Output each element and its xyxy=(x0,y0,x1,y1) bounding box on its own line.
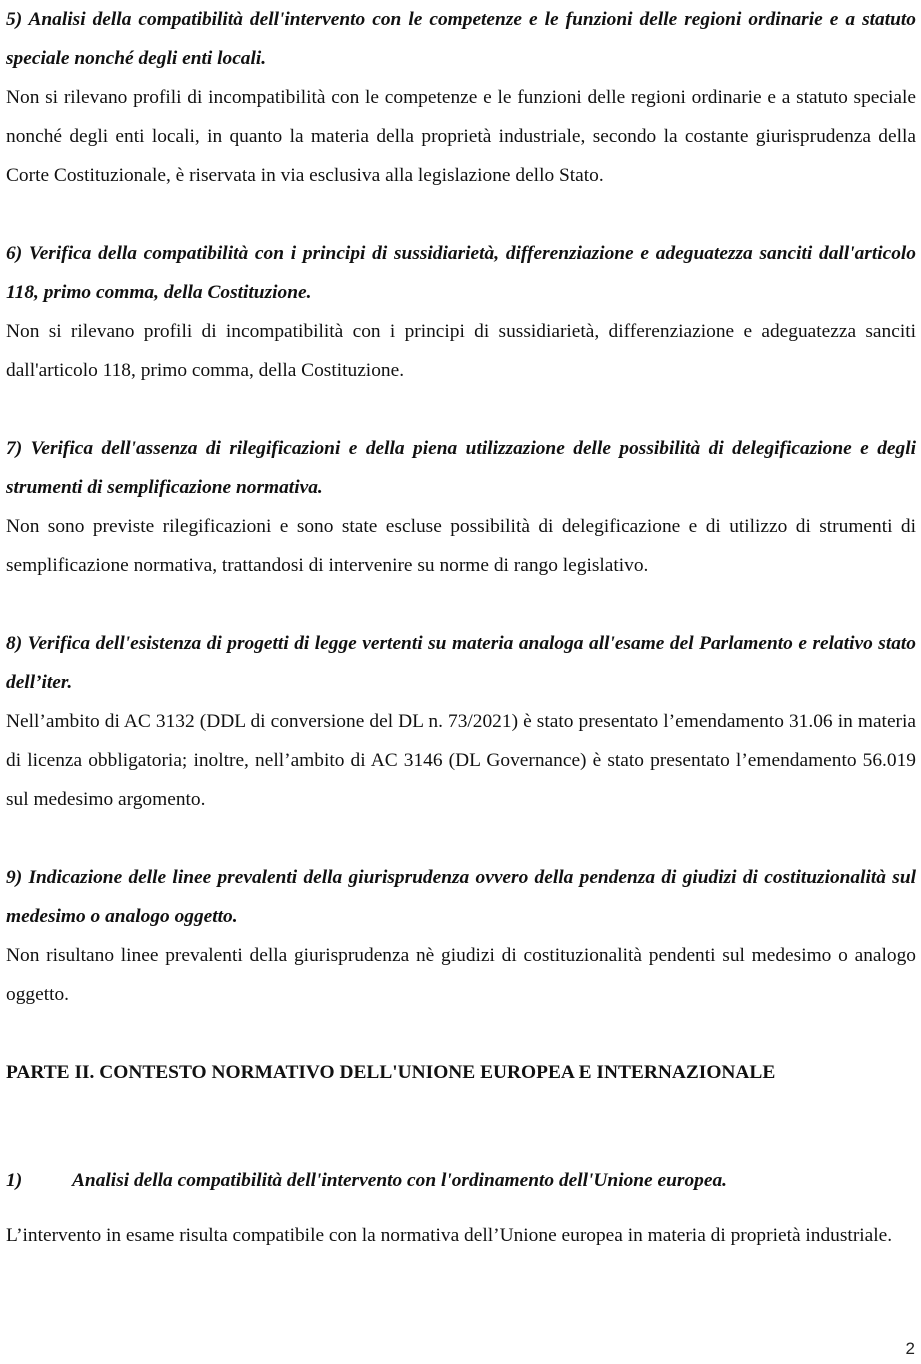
spacer xyxy=(6,1131,916,1161)
document-page xyxy=(6,0,916,1255)
section-9-body: Non risultano linee prevalenti della giurisprudenza nè giudizi di costituzionalità pendenti sul medesimo o analogo oggetto. xyxy=(6,945,916,1005)
section-5-body: Non si rilevano profili di incompatibilità con le competenze e le funzioni delle regioni ordinarie e a statuto speciale nonché degli enti locali, in quanto la materia della proprietà industriale, secondo la costante giurisprudenza della Corte Costituzionale, è riservata in via esclusiva alla legislazione dello Stato. xyxy=(6,87,916,186)
section-8-body: Nell’ambito di AC 3132 (DDL di conversione del DL n. 73/2021) è stato presentato l’emendamento 31.06 in materia di licenza obbligatoria; inoltre, nell’ambito di AC 3146 (DL Governance) è stato presentato l’emendamento 56.019 sul medesimo argomento. xyxy=(6,711,916,810)
part-2-item-1-body: L’intervento in esame risulta compatibile con la normativa dell’Unione europea in materia di proprietà industriale. xyxy=(6,1225,893,1246)
spacer xyxy=(6,1200,916,1216)
section-9 xyxy=(6,858,916,1014)
section-7-heading: 7) Verifica dell'assenza di rilegificazioni e della piena utilizzazione delle possibilità di delegificazione e degli strumenti di semplificazione normativa. xyxy=(6,438,916,498)
section-6-heading: 6) Verifica della compatibilità con i principi di sussidiarietà, differenziazione e adeguatezza sanciti dall'articolo 118, primo comma, della Costituzione. xyxy=(6,243,916,303)
part-2-item-1-heading-text: Analisi della compatibilità dell'intervento con l'ordinamento dell'Unione europea. xyxy=(72,1170,727,1191)
spacer xyxy=(6,195,916,234)
spacer xyxy=(6,585,916,624)
spacer xyxy=(6,1014,916,1053)
spacer xyxy=(6,819,916,858)
section-8 xyxy=(6,624,916,819)
page-number: 2 xyxy=(905,1339,915,1358)
part-2-item-1-number: 1) xyxy=(6,1170,23,1191)
spacer xyxy=(6,1092,916,1131)
section-8-heading: 8) Verifica dell'esistenza di progetti di legge vertenti su materia analoga all'esame del Parlamento e relativo stato dell’iter. xyxy=(6,633,916,693)
section-5-heading: 5) Analisi della compatibilità dell'intervento con le competenze e le funzioni delle regioni ordinarie e a statuto speciale nonché degli enti locali. xyxy=(6,9,916,69)
section-7-body: Non sono previste rilegificazioni e sono state escluse possibilità di delegificazione e di utilizzo di strumenti di semplificazione normativa, trattandosi di intervenire su norme di rango legislativo. xyxy=(6,516,916,576)
part-2-title: PARTE II. CONTESTO NORMATIVO DELL'UNIONE EUROPEA E INTERNAZIONALE xyxy=(6,1062,776,1083)
section-5 xyxy=(6,0,916,195)
section-7 xyxy=(6,429,916,585)
section-6 xyxy=(6,234,916,390)
section-9-heading: 9) Indicazione delle linee prevalenti della giurisprudenza ovvero della pendenza di giudizi di costituzionalità sul medesimo o analogo oggetto. xyxy=(6,867,916,927)
section-6-body: Non si rilevano profili di incompatibilità con i principi di sussidiarietà, differenziazione e adeguatezza sanciti dall'articolo 118, primo comma, della Costituzione. xyxy=(6,321,916,381)
spacer xyxy=(6,390,916,429)
part-2-item-1-heading xyxy=(6,1161,916,1200)
